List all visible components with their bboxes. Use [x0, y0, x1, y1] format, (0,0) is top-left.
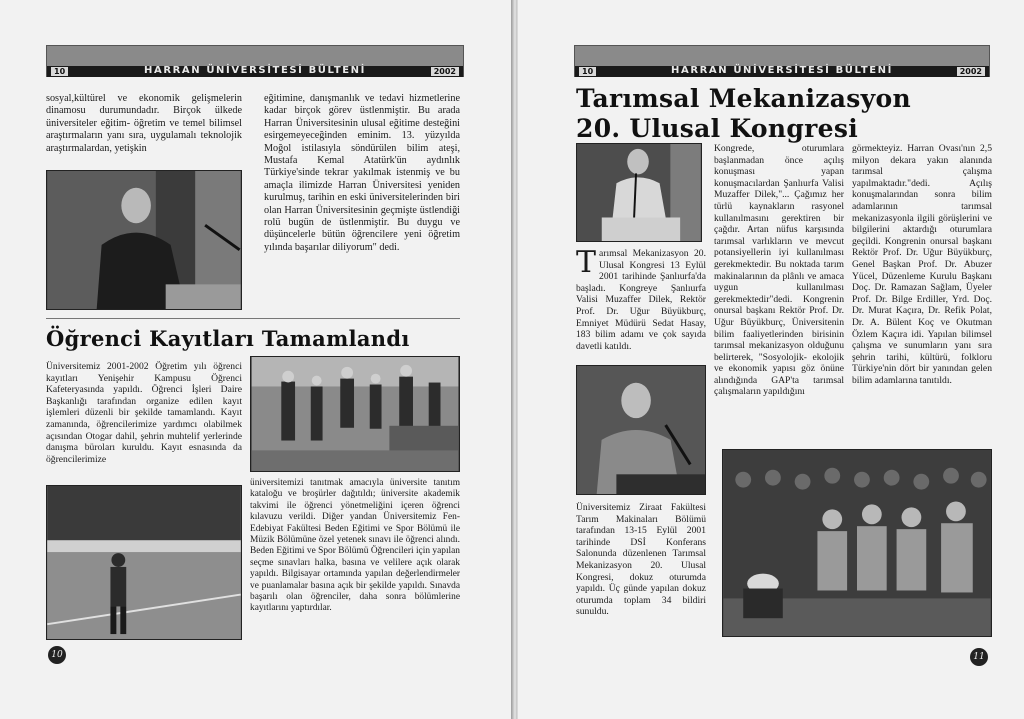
sports-hall-photo [46, 485, 242, 640]
header-title-right-page: HARRAN ÜNİVERSİTESİ BÜLTENİ [671, 65, 893, 76]
congress-mid-col-text: Kongrede, oturumlara başlanmadan önce açılış konuşması yapan konuşmacılardan Şanlıurfa Valisi Muzaffer Dilek,"... Çağımız her türlü kaynakların rasyonel kullanılmasını gerektiren bir çağdır. Artan nüfus karşısında tarımsal varlıkların ve mevcut potansiyellerin iyi kullanılması gerekmektedir. Bu noktada tarım makinalarının da plânlı ve amaca uygun kullanılması gerekmektedir"dedi. Kongrenin onursal başkanı Rektör Prof. Dr. Uğur Büyükburç, Üniversitenin bilim faaliyetlerinden birisinin tarımsal mekanizasyon olduğunu belirterek, "Sosyolojik- ekolojik ve ekonomik yapısı göz önüne alındığında GAP'ta tarımsal çalışmaların yapıldığını [714, 143, 844, 398]
right-page [517, 0, 1024, 719]
rector-speech-photo [576, 365, 706, 495]
right-headline-line1: Tarımsal Mekanizasyon [576, 84, 911, 113]
congress-lead-text [576, 248, 706, 358]
speaker-photo-graphic [47, 171, 241, 309]
congress-bottom-left-text: Üniversitemiz Ziraat Fakültesi Tarım Makinaları Bölümü tarafından 13-15 Eylül 2001 tarihinde DSİ Konferans Salonunda düzenlenen Tarımsal Mekanizasyon 20. Ulusal Kongresi, dokuz oturumda yapıldı. Üç günde yapılan dokuz oturumda toplam 34 bildiri sunuldu. [576, 502, 706, 618]
governor-speech-photo [576, 143, 702, 242]
lead-dropcap: T [576, 248, 597, 280]
header-year-left-right-page: 10 [579, 67, 596, 76]
speaker-photo [46, 170, 242, 310]
left-page-number: 10 [48, 646, 66, 664]
registration-article-col1: Üniversitemiz 2001-2002 Öğretim yılı öğrenci kayıtları Yenişehir Kampusu Öğrenci Kafeteryasında yapıldı. Öğrenci İşleri Daire Başkanlığı tarafından organize edilen kayıt işlemleri düzenli bir şekilde tamamlandı. Kayıt zamanında, öğrencilerimize yardımcı olabilmek açısından Otogar dahil, şehrin muhtelif yerlerinde danışma büroları kuruldu. Kayıt esnasında da öğrencilerimize [46, 361, 242, 465]
right-page-header [574, 45, 990, 77]
left-col2-top-text: eğitimine, danışmanlık ve tedavi hizmetlerine kadar birçok görev üstlenmiştir. Bu arada Harran Üniversitesinin ulusal eğitime desteğini esirgemeyeceğinden eminim. 13. yüzyılda Moğol istilasıyla söndürülen bilim ateşi, Mustafa Kemal Atatürk'ün aydınlık Türkiye'sinde tekrar yakılmak istenmiş ve bu amaçla ilimizde Harran Üniversitesi yeniden kurulmuş, tarihin en eski üniversitelerinden biri olan Harran Üniversitesinin geçmişte üstlendiği rolü bugün de üstlenmiştir. Bu duygu ve düşüncelerle bütün öğrencilere yeni öğretim yılında başarılar diliyorum" dedi. [264, 93, 460, 253]
governor-photo-graphic [577, 144, 701, 241]
audience-photo-graphic [723, 450, 991, 636]
right-headline-line2: 20. Ulusal Kongresi [576, 114, 859, 143]
left-col1-top-text: sosyal,kültürel ve ekonomik gelişmelerin dinamosu durumundadır. Birçok ülkede üniversiteler eğitim- öğretim ve temel bilimsel araştırmaların yanı sıra, uygulamalı teknolojik araştırmalardan, yetişkin [46, 93, 242, 154]
header-title: HARRAN ÜNİVERSİTESİ BÜLTENİ [144, 65, 366, 76]
header-year-left: 10 [51, 67, 68, 76]
cafeteria-registration-photo [250, 356, 460, 472]
congress-audience-photo [722, 449, 992, 637]
left-headline: Öğrenci Kayıtları Tamamlandı [46, 326, 410, 351]
left-page-header [46, 45, 464, 77]
rector-photo-graphic [577, 366, 705, 494]
right-page-number: 11 [970, 648, 988, 666]
congress-lead-body: arımsal Mekanizasyon 20. Ulusal Kongresi 13 Eylül 2001 tarihinde Şanlıurfa'da başladı. Kongreye Şanlıurfa Valisi Muzaffer Dilek, Rektör Prof. Dr. Uğur Büyükburç, Emniyet Müdürü Sedat Hasay, 183 bilim adamı ve çok sayıda davetli katıldı. [576, 248, 706, 352]
header-year-right: 2002 [431, 67, 459, 76]
header-year-right-right-page: 2002 [957, 67, 985, 76]
congress-right-col-text: görmekteyiz. Harran Ovası'nın 2,5 milyon dekara yakın alanında tarımsal çalışma yapılmaktadır."dedi. Açılış konuşmalarından sonra bilim adamlarının tarımsal mekanizasyonla ilgili görüşlerini ve bilgilerini aktardığı oturumlara geçildi. Kongrenin onursal başkanı Rektör Prof. Dr. Uğur Büyükburç, Genel Başkan Prof. Dr. Abuzer Yücel, Düzenleme Kurulu Başkanı Doç. Dr. Ramazan Sağlam, Üyeler Prof. Dr. Bilge Erdiller, Yrd. Doç. Dr. Murat Kaçıra, Dr. Refik Polat, Dr. A. Bülent Koç ve Okutman Özlem Kaçıra idi. Yapılan bilimsel çalışma ve sunumların yanı sıra şehrin tarihi, kültürü, folkloru Türkiye'nin dört bir yanından gelen bilim adamlarına tanıtıldı. [852, 143, 992, 386]
sports-hall-graphic [47, 486, 241, 639]
cafeteria-photo-graphic [251, 357, 459, 471]
registration-article-col2: üniversitemizi tanıtmak amacıyla üniversite tanıtım kataloğu ve broşürler dağıtıldı; üniversite akademik takvimi ile öğrenci yönetmeliğini içeren öğrenci kılavuzu verildi. Diğer yandan Üniversitemiz Fen-Edebiyat Fakültesi Beden Eğitimi ve Spor Bölümü ile Müzik Bölümüne özel yetenek sınavı ile öğrenci alındı. Beden Eğitimi ve Spor Bölümü Öğrencileri için yapılan seçme sınavları halka, basına ve velilere açık olarak yapıldı. Bilgisayar ortamında yapılan değerlendirmeler ve puanlamalar basına açık bir şekilde yapıldı. Sınavda başarılı olan öğrenciler, daha sonra bölümlerine kayıtlarını yaptırdılar. [250, 478, 460, 614]
